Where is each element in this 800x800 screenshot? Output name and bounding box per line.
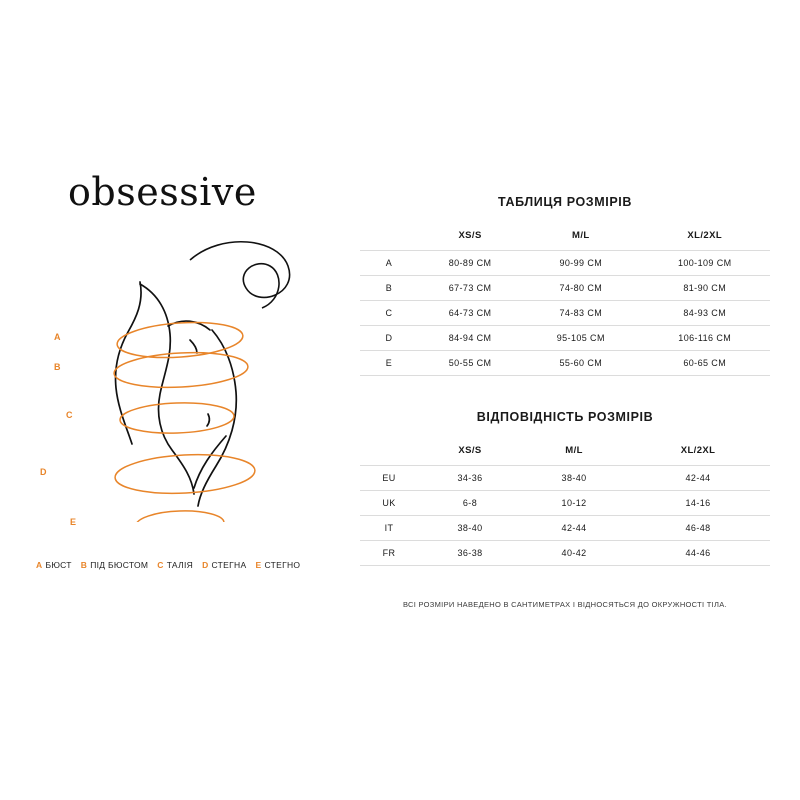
cell-a-m-l: 90-99 CM	[522, 251, 639, 276]
cell-e-m-l: 55-60 CM	[522, 351, 639, 376]
cell-d-m-l: 95-105 CM	[522, 326, 639, 351]
row-key-it: IT	[360, 516, 418, 541]
table-title-conversion: ВІДПОВІДНІСТЬ РОЗМІРІВ	[476, 410, 654, 424]
cell-eu-xl-2xl: 42-44	[626, 466, 770, 491]
figure-label-b: B	[54, 362, 61, 372]
table-row	[360, 491, 770, 516]
row-key-fr: FR	[360, 541, 418, 566]
logo-swirl-icon	[190, 242, 290, 308]
cell-eu-xs-s: 34-36	[418, 466, 522, 491]
cell-it-m-l: 42-44	[522, 516, 626, 541]
cell-c-xl-2xl: 84-93 CM	[639, 301, 770, 326]
row-key-e: E	[360, 351, 418, 376]
figure-svg	[40, 222, 340, 522]
cell-b-m-l: 74-80 CM	[522, 276, 639, 301]
col-head-xl-2xl-1: XL/2XL	[639, 223, 770, 251]
col-head-xs-s-1: XS/S	[418, 223, 522, 251]
table-row	[360, 251, 770, 276]
body-measurement-figure	[40, 222, 340, 527]
ring-d	[114, 451, 256, 496]
size-tables	[360, 195, 770, 566]
legend-value-e: СТЕГНО	[264, 560, 301, 570]
table-spacer	[360, 376, 770, 410]
ring-c	[120, 401, 235, 435]
cell-fr-m-l: 40-42	[522, 541, 626, 566]
legend-key-d: D	[202, 560, 209, 570]
legend-key-c: C	[157, 560, 164, 570]
cell-b-xs-s: 67-73 CM	[418, 276, 522, 301]
table-title-measurements: ТАБЛИЦЯ РОЗМІРІВ	[498, 195, 632, 209]
row-key-uk: UK	[360, 491, 418, 516]
table-row	[360, 301, 770, 326]
ring-e	[136, 509, 225, 522]
legend-value-b: ПІД БЮСТОМ	[90, 560, 149, 570]
cell-c-m-l: 74-83 CM	[522, 301, 639, 326]
figure-label-c: C	[66, 410, 73, 420]
cell-uk-m-l: 10-12	[522, 491, 626, 516]
ring-b	[113, 350, 249, 391]
col-head-blank-2	[360, 438, 418, 466]
table-header-row	[360, 223, 770, 251]
col-head-m-l-1: M/L	[522, 223, 639, 251]
cell-e-xl-2xl: 60-65 CM	[639, 351, 770, 376]
col-head-blank-1	[360, 223, 418, 251]
conversion-table	[360, 438, 770, 566]
col-head-xs-s-2: XS/S	[418, 438, 522, 466]
measurements-table	[360, 223, 770, 376]
cell-it-xl-2xl: 46-48	[626, 516, 770, 541]
cell-fr-xs-s: 36-38	[418, 541, 522, 566]
row-key-eu: EU	[360, 466, 418, 491]
footnote: ВСІ РОЗМІРИ НАВЕДЕНО В САНТИМЕТРАХ І ВІДНОСЯТЬСЯ ДО ОКРУЖНОСТІ ТІЛА.	[403, 600, 727, 609]
row-key-b: B	[360, 276, 418, 301]
cell-a-xs-s: 80-89 CM	[418, 251, 522, 276]
cell-d-xs-s: 84-94 CM	[418, 326, 522, 351]
cell-a-xl-2xl: 100-109 CM	[639, 251, 770, 276]
cell-fr-xl-2xl: 44-46	[626, 541, 770, 566]
legend-key-b: B	[80, 560, 88, 570]
cell-it-xs-s: 38-40	[418, 516, 522, 541]
legend	[36, 560, 336, 570]
table-row	[360, 351, 770, 376]
figure-label-e: E	[70, 517, 77, 527]
row-key-a: A	[360, 251, 418, 276]
figure-label-a: A	[54, 332, 61, 342]
table-header-row	[360, 438, 770, 466]
table-row	[360, 466, 770, 491]
figure-label-d: D	[40, 467, 47, 477]
cell-b-xl-2xl: 81-90 CM	[639, 276, 770, 301]
row-key-c: C	[360, 301, 418, 326]
table-row	[360, 326, 770, 351]
table-row	[360, 516, 770, 541]
body-outline	[116, 282, 237, 506]
col-head-m-l-2: M/L	[522, 438, 626, 466]
brand-and-figure	[40, 170, 350, 527]
legend-key-e: E	[255, 560, 262, 570]
table-row	[360, 541, 770, 566]
row-key-d: D	[360, 326, 418, 351]
brand-logo: obsessive	[68, 170, 257, 214]
cell-c-xs-s: 64-73 CM	[418, 301, 522, 326]
table-row	[360, 276, 770, 301]
legend-key-a: A	[36, 560, 43, 570]
cell-uk-xl-2xl: 14-16	[626, 491, 770, 516]
cell-uk-xs-s: 6-8	[418, 491, 522, 516]
cell-eu-m-l: 38-40	[522, 466, 626, 491]
legend-value-a: БЮСТ	[45, 560, 72, 570]
legend-value-c: ТАЛІЯ	[166, 560, 194, 570]
cell-d-xl-2xl: 106-116 CM	[639, 326, 770, 351]
cell-e-xs-s: 50-55 CM	[418, 351, 522, 376]
legend-value-d: СТЕГНА	[211, 560, 247, 570]
col-head-xl-2xl-2: XL/2XL	[626, 438, 770, 466]
